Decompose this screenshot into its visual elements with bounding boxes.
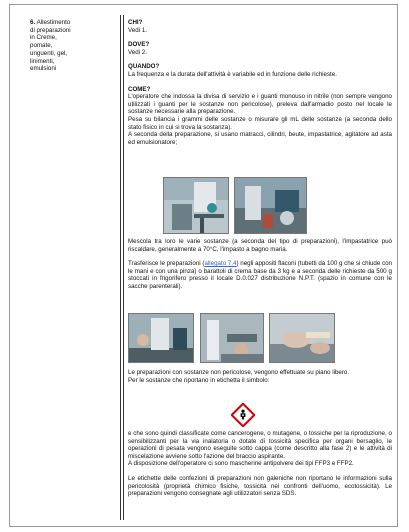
p5-post-text: ) negli appositi flaconi (tubetti da 100 g che si chiude con le mani e con una pinza) o barattoli di crema base da 3 kg e a seconda delle richieste da 500 g stoccati in frigorifero presso il locale D.0.027 distribuzione N.P.T. (spazio in comune con le sacche parenterali). — [128, 260, 392, 290]
section-title-line-5: linimenti, — [30, 57, 55, 65]
photo-mixing-equipment — [234, 177, 307, 234]
come-paragraph-8: e che sono quindi classificate come cancerogene, o mutagene, o tossiche per la riproduzione, o sensibilizzanti per la via inalatoria o dotate di tossicità specifica per organi bersaglio, le operazioni di pesata vengono eseguite sotto cappa (come descritto alla fase 2) e le attività di miscelazione avviene sotto l'azione del braccio aspirante. — [128, 430, 392, 460]
column-divider — [120, 15, 124, 520]
photo-filling-operation — [128, 313, 194, 363]
chi-heading: CHI? — [128, 19, 143, 26]
come-paragraph-6: Le preparazioni con sostanze non pericolose, vengono effettuate su piano libero. — [128, 369, 350, 376]
content-column-3 — [128, 369, 392, 384]
section-number: 6. — [30, 19, 36, 26]
chi-text: Vedi 1. — [128, 26, 147, 34]
quando-heading: QUANDO? — [128, 63, 160, 71]
photo-laboratory-scale — [163, 177, 229, 234]
photo-tube-sealing — [200, 313, 264, 363]
section-title-line-0: Allestimento — [36, 19, 71, 26]
document-page — [9, 4, 398, 527]
come-paragraph-4: Mescola tra loro le varie sostanze (a seconda del tipo di preparazioni), l'impastatrice può riscaldare, generalmente a 70°C, l'impasto a bagno maria. — [128, 238, 392, 253]
health-hazard-pictogram-icon — [231, 403, 255, 427]
dove-text: Vedi 2. — [128, 48, 147, 56]
come-heading: COME? — [128, 85, 151, 93]
p5-pre-text: Trasferisce le preparazioni ( — [128, 260, 205, 268]
dove-heading: DOVE? — [128, 41, 150, 49]
come-paragraph-7: Per le sostanze che riportano in etichetta il simbolo: — [128, 376, 270, 384]
section-title-line-4: unguenti, gel, — [30, 49, 68, 57]
quando-text: La frequenza e la durata dell'attività è variabile ed in funzione delle richieste. — [128, 70, 337, 78]
section-title-column — [30, 19, 115, 73]
content-column-2 — [128, 238, 392, 291]
section-title-line-6: emulsioni — [30, 65, 57, 73]
photo-gloved-hands — [269, 313, 335, 363]
section-title-line-3: pomate, — [30, 42, 53, 50]
come-paragraph-2: Pesa su bilancia i grammi delle sostanze o misurare gli mL delle sostanze (a seconda dello stato fisico in cui si trova la sostanza). — [128, 115, 392, 131]
content-column-4 — [128, 430, 392, 498]
section-title-line-2: in Creme, — [30, 34, 57, 42]
allegato-link[interactable]: allegato 7.4 — [204, 260, 237, 268]
come-paragraph-1: L'operatore che indossa la divisa di servizio e i guanti monouso in nitrile (non sempre vengono utilizzati i guanti per le sostanze non pericolose), preleva dall'armadio posto nel locale le sostanze necessarie alla preparazione. — [128, 93, 392, 116]
content-column — [128, 19, 392, 146]
section-title-line-1: di preparazioni — [30, 26, 71, 34]
come-paragraph-5 — [128, 260, 392, 290]
come-paragraph-9: A disposizione dell'operatore ci sono mascherine antipolvere dei tipi FFP3 e FFP2. — [128, 460, 354, 468]
come-paragraph-3: A seconda della preparazione, si usano matracci, cilindri, beute, impastatrice, agitatore ad asta ed emulsionatore; — [128, 131, 392, 146]
come-paragraph-10: Le etichette delle confezioni di preparazioni non galeniche non riportano le informazioni sulla pericolosità (proprietà chimico fisiche, tossicità nei confronti dell'uomo, ecotossicità). Le preparazioni vengono consegnate agli utilizzatori senza SDS. — [128, 474, 392, 498]
